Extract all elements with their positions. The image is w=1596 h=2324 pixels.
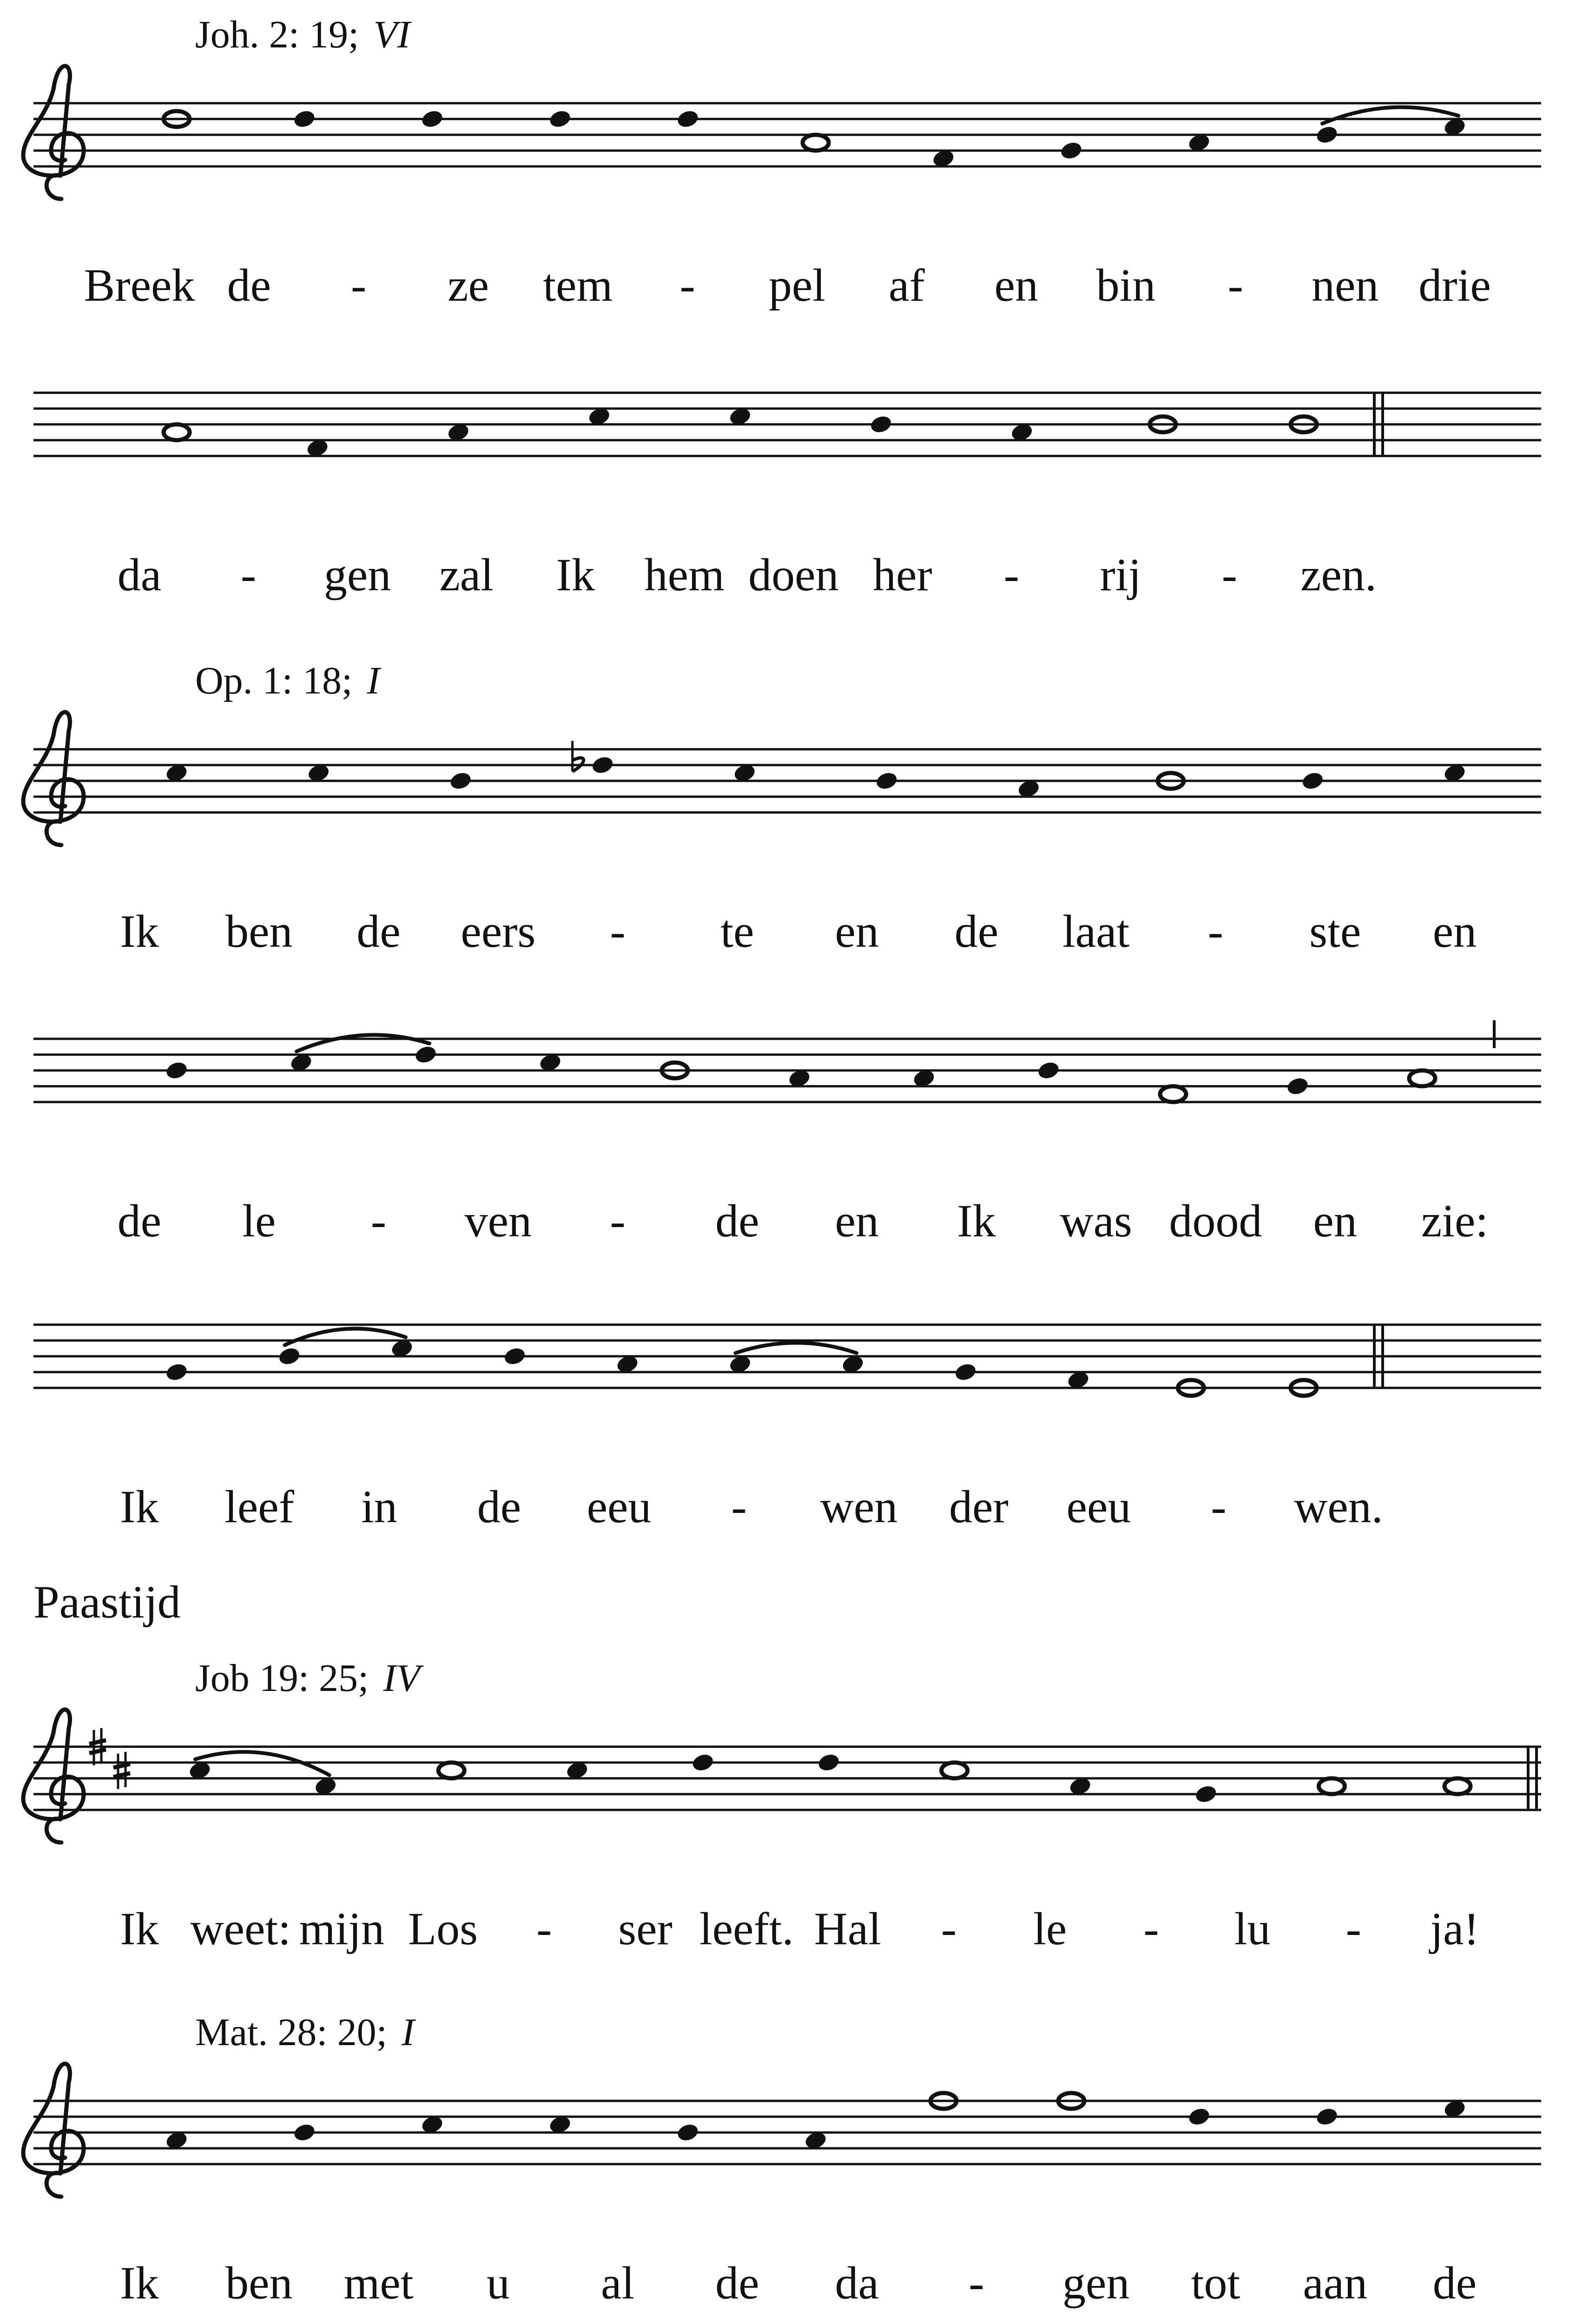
lyric-syllable: rij [1100, 549, 1141, 601]
lyric-syllable: dood [1169, 1195, 1262, 1247]
chant-reference [195, 659, 382, 702]
syllable-hyphen: - [370, 1195, 387, 1247]
staff-system [33, 1020, 1541, 1247]
lyric-syllable: en [994, 259, 1038, 311]
lyric-syllable: weet: [190, 1903, 291, 1954]
treble-clef-icon [23, 1710, 84, 1842]
mode-numeral: IV [383, 1657, 420, 1700]
lyric-syllable: in [361, 1481, 397, 1532]
note-head-whole [1409, 1070, 1435, 1086]
syllable-hyphen: - [941, 1903, 957, 1954]
note-head [502, 1346, 527, 1367]
lyric-syllable: Ik [120, 905, 159, 957]
note-head [869, 414, 893, 435]
lyric-syllable: hem [644, 549, 725, 601]
season-heading: Paastijd [33, 1576, 181, 1628]
lyric-syllable: Ik [120, 2257, 159, 2309]
lyric-syllable: ze [448, 259, 489, 311]
lyric-syllable: de [117, 1195, 162, 1247]
syllable-hyphen: - [1345, 1903, 1361, 1954]
syllable-hyphen: - [536, 1903, 552, 1954]
staff-system [33, 393, 1541, 601]
note-head-whole [438, 1763, 464, 1778]
staff-system [33, 1325, 1541, 1532]
note-head-whole [1444, 1778, 1471, 1794]
lyric-syllable: ben [225, 905, 293, 957]
lyric-line [118, 549, 1377, 601]
syllable-hyphen: - [1003, 549, 1020, 601]
note-head [292, 2122, 317, 2143]
chant-reference [195, 2011, 416, 2054]
lyric-syllable: zal [439, 549, 494, 601]
lyric-syllable: de [715, 2257, 759, 2309]
note-head [1187, 2106, 1211, 2127]
lyric-line [120, 1903, 1479, 1954]
note-head [817, 1752, 841, 1773]
mode-numeral: I [402, 2011, 415, 2054]
lyric-line [120, 1481, 1383, 1532]
lyric-line [120, 905, 1477, 957]
note-head-whole [1160, 1086, 1186, 1102]
note-head [448, 770, 473, 791]
note-head [1194, 1783, 1218, 1804]
lyric-syllable: doen [748, 549, 839, 601]
chant [23, 13, 1541, 601]
syllable-hyphen: - [969, 2257, 984, 2309]
lyric-syllable: der [949, 1481, 1009, 1532]
syllable-hyphen: - [1207, 905, 1224, 957]
reference-text: Mat. 28: 20; [195, 2011, 397, 2054]
note-head [1315, 2106, 1339, 2127]
lyric-syllable: Ik [120, 1903, 159, 1954]
slur [285, 1329, 406, 1345]
lyric-syllable: was [1060, 1195, 1132, 1247]
lyric-syllable: en [1313, 1195, 1357, 1247]
lyric-syllable: af [888, 259, 925, 311]
lyric-syllable: ja! [1430, 1903, 1479, 1954]
chant [23, 2011, 1541, 2324]
slur [1322, 107, 1458, 124]
flat-icon [573, 741, 584, 772]
note-head [165, 1361, 189, 1382]
lyric-syllable: de [1432, 2257, 1477, 2309]
slur [297, 1035, 429, 1051]
lyric-syllable: leeft. [699, 1903, 794, 1954]
lyric-syllable: en [1432, 905, 1477, 957]
lyric-syllable: Ik [957, 1195, 996, 1247]
lyric-syllable: gen [323, 549, 391, 601]
syllable-hyphen: - [1211, 1481, 1227, 1532]
chant [23, 1657, 1541, 1954]
mode-numeral: VI [373, 13, 410, 56]
note-head [1315, 124, 1339, 145]
note-head-whole [942, 1763, 968, 1778]
lyric-line [120, 2257, 1477, 2309]
treble-clef-icon [23, 712, 84, 845]
note-head [420, 108, 444, 129]
lyric-line [118, 1195, 1488, 1247]
note-head [953, 1361, 977, 1382]
lyric-syllable: nen [1311, 259, 1379, 311]
lyric-syllable: ste [1309, 905, 1361, 957]
syllable-hyphen: - [731, 1481, 747, 1532]
lyric-syllable: Los [408, 1903, 478, 1954]
chant-reference [195, 13, 412, 56]
note-head [1036, 1060, 1061, 1081]
treble-clef-icon [23, 2064, 84, 2197]
syllable-hyphen: - [351, 259, 367, 311]
lyric-syllable: ven [464, 1195, 532, 1247]
note-head [691, 1752, 715, 1773]
lyric-syllable: ser [618, 1903, 673, 1954]
syllable-hyphen: - [1221, 549, 1238, 601]
lyric-syllable: bin [1096, 259, 1156, 311]
lyric-syllable: le [1033, 1903, 1067, 1954]
note-head [676, 108, 700, 129]
note-head-whole [164, 424, 190, 440]
lyric-syllable: tem [543, 259, 613, 311]
lyric-syllable: te [720, 905, 754, 957]
note-head [1300, 770, 1325, 791]
note-head [875, 770, 899, 791]
lyric-syllable: met [343, 2257, 414, 2309]
syllable-hyphen: - [240, 549, 257, 601]
key-sharp-icon [113, 1752, 130, 1789]
syllable-hyphen: - [1143, 1903, 1159, 1954]
staff-system [23, 1657, 1541, 1954]
note-head [1286, 1076, 1310, 1096]
lyric-syllable: drie [1418, 259, 1491, 311]
lyric-syllable: lu [1234, 1903, 1271, 1954]
lyric-syllable: laat [1062, 905, 1130, 957]
lyric-syllable: de [954, 905, 999, 957]
lyric-syllable: en [835, 905, 879, 957]
lyric-syllable: Ik [120, 1481, 159, 1532]
lyric-syllable: mijn [299, 1903, 385, 1954]
lyric-syllable: da [117, 549, 162, 601]
staff-system [23, 659, 1541, 957]
lyric-syllable: eeu [587, 1481, 652, 1532]
lyric-syllable: wen. [1294, 1481, 1383, 1532]
note-head [591, 754, 615, 775]
note-head-whole [803, 135, 829, 151]
staff-system [23, 2011, 1541, 2309]
lyric-syllable: aan [1303, 2257, 1368, 2309]
lyric-syllable: de [227, 259, 271, 311]
chant-reference [195, 1657, 424, 1700]
lyric-syllable: gen [1062, 2257, 1130, 2309]
syllable-hyphen: - [610, 905, 626, 957]
note-head [414, 1044, 438, 1065]
slur [736, 1343, 857, 1353]
note-head [676, 2122, 700, 2143]
lyric-syllable: leef [224, 1481, 294, 1532]
chant [23, 659, 1541, 1532]
lyric-syllable: tot [1191, 2257, 1240, 2309]
lyric-syllable: de [477, 1481, 521, 1532]
lyric-syllable: le [242, 1195, 276, 1247]
lyric-syllable: de [356, 905, 401, 957]
lyric-syllable: Hal [814, 1903, 882, 1954]
lyric-syllable: Ik [556, 549, 595, 601]
treble-clef-icon [23, 66, 84, 199]
lyric-syllable: de [715, 1195, 759, 1247]
note-head-whole [1319, 1778, 1345, 1794]
lyric-line [84, 259, 1491, 311]
score [23, 13, 1541, 2324]
lyric-syllable: en [835, 1195, 879, 1247]
lyric-syllable: zie: [1421, 1195, 1489, 1247]
syllable-hyphen: - [610, 1195, 626, 1247]
syllable-hyphen: - [679, 259, 695, 311]
note-head [292, 108, 317, 129]
mode-numeral: I [367, 659, 380, 702]
lyric-syllable: Breek [84, 259, 195, 311]
reference-text: Job 19: 25; [195, 1657, 379, 1700]
reference-text: Op. 1: 18; [195, 659, 363, 702]
note-head [277, 1346, 301, 1367]
lyric-syllable: eers [461, 905, 536, 957]
syllable-hyphen: - [1227, 259, 1243, 311]
note-head [1059, 140, 1083, 161]
lyric-syllable: ben [225, 2257, 293, 2309]
reference-text: Joh. 2: 19; [195, 13, 369, 56]
lyric-syllable: al [601, 2257, 635, 2309]
lyric-syllable: zen. [1300, 549, 1377, 601]
lyric-syllable: her [872, 549, 932, 601]
lyric-syllable: pel [768, 259, 826, 311]
staff-system [23, 13, 1541, 311]
lyric-syllable: da [835, 2257, 879, 2309]
note-head [548, 108, 572, 129]
lyric-syllable: eeu [1066, 1481, 1131, 1532]
note-head [165, 1060, 189, 1081]
lyric-syllable: wen [820, 1481, 898, 1532]
lyric-syllable: u [486, 2257, 510, 2309]
